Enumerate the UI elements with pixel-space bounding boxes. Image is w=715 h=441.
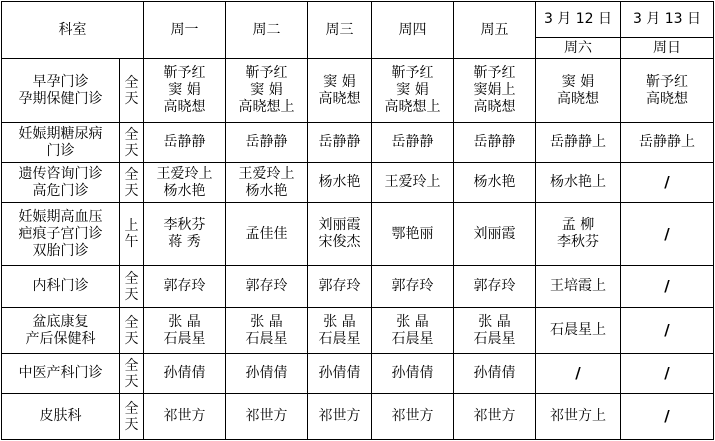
time-line: 全 xyxy=(124,400,139,417)
sat-label-header: 周六 xyxy=(536,38,621,59)
time-line: 全 xyxy=(124,314,139,331)
schedule-cell xyxy=(372,308,454,354)
schedule-cell xyxy=(621,308,714,354)
weekday-header-mon: 周一 xyxy=(144,2,226,59)
time-cell xyxy=(120,308,144,354)
doctor-name: 窦 娟 xyxy=(168,82,201,98)
doctor-name: 刘丽霞 xyxy=(473,225,516,242)
schedule-cell xyxy=(226,308,308,354)
table-row xyxy=(2,59,714,123)
dept-cell xyxy=(2,308,120,354)
time-line: 全 xyxy=(124,74,139,91)
schedule-cell xyxy=(454,394,536,440)
doctor-name: 祁世方上 xyxy=(550,408,606,424)
doctor-name: 石晨星 xyxy=(473,330,516,347)
schedule-cell xyxy=(144,203,226,266)
dept-line: 双胎门诊 xyxy=(32,242,89,259)
schedule-cell xyxy=(372,203,454,266)
time-cell xyxy=(120,163,144,203)
dept-header: 科室 xyxy=(2,2,144,59)
doctor-name: 张 晶 xyxy=(478,313,511,330)
schedule-cell xyxy=(226,203,308,266)
time-cell xyxy=(120,123,144,163)
doctor-name: 杨水艳 xyxy=(163,182,206,199)
schedule-cell xyxy=(454,354,536,394)
doctor-name: 孟佳佳 xyxy=(245,225,288,242)
doctor-name: 窦 娟 xyxy=(396,82,429,98)
doctor-name: 窦娟上 xyxy=(473,82,516,98)
doctor-name: 岳静静上 xyxy=(639,134,695,150)
doctor-name: 高晓想 xyxy=(163,99,206,115)
doctor-name: 岳静静上 xyxy=(550,134,606,150)
doctor-name: 窦 娟 xyxy=(250,82,283,98)
schedule-cell xyxy=(308,394,372,440)
time-line: 全 xyxy=(124,126,139,143)
doctor-name: / xyxy=(664,321,670,339)
schedule-cell xyxy=(372,123,454,163)
time-line: 天 xyxy=(124,182,139,199)
doctor-name: 李秋芬 xyxy=(163,217,206,233)
doctor-name: 郭存玲 xyxy=(318,278,361,294)
time-line: 天 xyxy=(124,90,139,107)
doctor-name: / xyxy=(575,364,581,382)
dept-line: 高危门诊 xyxy=(32,182,89,199)
dept-cell xyxy=(2,163,120,203)
doctor-name: 鄂艳丽 xyxy=(391,225,434,242)
schedule-cell xyxy=(621,394,714,440)
schedule-cell xyxy=(372,59,454,123)
schedule-cell xyxy=(308,59,372,123)
doctor-name: / xyxy=(664,407,670,425)
doctor-name: 王爱玲上 xyxy=(156,165,213,182)
clinic-schedule-table xyxy=(1,1,714,440)
doctor-name: 岳静静 xyxy=(473,134,516,150)
schedule-cell xyxy=(454,308,536,354)
doctor-name: 孙倩倩 xyxy=(391,365,434,381)
schedule-cell xyxy=(536,59,621,123)
table-row xyxy=(2,354,714,394)
schedule-cell xyxy=(621,163,714,203)
dept-cell xyxy=(2,354,120,394)
time-line: 全 xyxy=(124,166,139,183)
dept-line: 妊娠期糖尿病 xyxy=(18,125,103,142)
schedule-cell xyxy=(226,394,308,440)
schedule-cell xyxy=(144,266,226,308)
doctor-name: 石晨星 xyxy=(318,330,361,347)
doctor-name: 孙倩倩 xyxy=(473,365,516,381)
schedule-cell xyxy=(226,123,308,163)
schedule-cell xyxy=(144,394,226,440)
table-row xyxy=(2,266,714,308)
doctor-name: 王培霞上 xyxy=(550,278,606,294)
doctor-name: 郭存玲 xyxy=(163,278,206,294)
doctor-name: 孙倩倩 xyxy=(163,365,206,381)
schedule-cell xyxy=(454,266,536,308)
doctor-name: 窦 娟 xyxy=(323,73,356,90)
doctor-name: 石晨星上 xyxy=(550,322,606,338)
weekday-header-wed: 周三 xyxy=(308,2,372,59)
time-line: 上 xyxy=(124,218,139,234)
doctor-name: 高晓想 xyxy=(473,99,516,115)
doctor-name: 祁世方 xyxy=(391,408,434,424)
doctor-name: 岳静静 xyxy=(163,134,206,150)
doctor-name: 祁世方 xyxy=(245,408,288,424)
doctor-name: 郭存玲 xyxy=(391,278,434,294)
doctor-name: 石晨星 xyxy=(163,330,206,347)
table-row xyxy=(2,163,714,203)
time-cell xyxy=(120,266,144,308)
table-row xyxy=(2,123,714,163)
schedule-cell xyxy=(536,394,621,440)
dept-cell xyxy=(2,59,120,123)
time-line: 天 xyxy=(124,286,139,303)
schedule-cell xyxy=(621,123,714,163)
doctor-name: / xyxy=(664,277,670,295)
schedule-cell xyxy=(308,354,372,394)
dept-line: 盆底康复 xyxy=(32,313,89,330)
doctor-name: 张 晶 xyxy=(396,313,429,330)
doctor-name: 石晨星 xyxy=(391,330,434,347)
doctor-name: 高晓想 xyxy=(318,90,361,107)
time-cell xyxy=(120,354,144,394)
doctor-name: 杨水艳 xyxy=(318,174,361,190)
doctor-name: 祁世方 xyxy=(473,408,516,424)
doctor-name: 张 晶 xyxy=(323,313,356,330)
weekday-header-thu: 周四 xyxy=(372,2,454,59)
doctor-name: 高晓想 xyxy=(557,90,599,107)
doctor-name: 张 晶 xyxy=(168,313,201,330)
schedule-cell xyxy=(536,266,621,308)
sat-date-header: 3 月 12 日 xyxy=(536,2,621,38)
schedule-cell xyxy=(372,266,454,308)
dept-cell xyxy=(2,266,120,308)
schedule-cell xyxy=(372,394,454,440)
schedule-cell xyxy=(226,266,308,308)
doctor-name: 靳予红 xyxy=(245,65,288,81)
doctor-name: 靳予红 xyxy=(473,65,516,81)
weekday-header-tue: 周二 xyxy=(226,2,308,59)
schedule-cell xyxy=(226,354,308,394)
time-line: 全 xyxy=(124,357,139,374)
doctor-name: 杨水艳 xyxy=(245,182,288,199)
schedule-cell xyxy=(621,354,714,394)
dept-line: 早孕门诊 xyxy=(32,73,89,90)
doctor-name: 靳予红 xyxy=(646,73,688,90)
doctor-name: 蒋 秀 xyxy=(168,234,201,250)
time-line: 天 xyxy=(124,416,139,433)
schedule-cell xyxy=(226,163,308,203)
dept-line: 内科门诊 xyxy=(32,278,89,294)
dept-line: 皮肤科 xyxy=(39,408,82,424)
schedule-cell xyxy=(144,123,226,163)
time-line: 天 xyxy=(124,373,139,390)
doctor-name: 李秋芬 xyxy=(557,234,599,250)
dept-line: 孕期保健门诊 xyxy=(18,90,103,107)
doctor-name: 孙倩倩 xyxy=(245,365,288,381)
dept-line: 妊娠期高血压 xyxy=(18,208,103,225)
schedule-cell xyxy=(308,266,372,308)
table-row xyxy=(2,394,714,440)
doctor-name: 窦 娟 xyxy=(561,73,595,90)
schedule-cell xyxy=(308,123,372,163)
time-line: 天 xyxy=(124,142,139,159)
doctor-name: / xyxy=(664,224,670,243)
doctor-name: 靳予红 xyxy=(391,65,434,81)
header-row xyxy=(2,2,714,38)
time-line: 午 xyxy=(124,234,139,250)
schedule-cell xyxy=(372,354,454,394)
schedule-cell xyxy=(621,266,714,308)
dept-line: 遗传咨询门诊 xyxy=(18,165,103,182)
schedule-cell xyxy=(308,308,372,354)
schedule-cell xyxy=(536,308,621,354)
doctor-name: 高晓想上 xyxy=(238,99,295,115)
time-line: 全 xyxy=(124,270,139,287)
doctor-name: 石晨星 xyxy=(245,330,288,347)
schedule-cell xyxy=(454,59,536,123)
time-cell xyxy=(120,394,144,440)
time-cell xyxy=(120,203,144,266)
doctor-name: / xyxy=(664,173,670,191)
doctor-name: 郭存玲 xyxy=(245,278,288,294)
schedule-cell xyxy=(536,354,621,394)
schedule-cell xyxy=(372,163,454,203)
schedule-cell xyxy=(308,203,372,266)
dept-cell xyxy=(2,394,120,440)
doctor-name: 祁世方 xyxy=(318,408,361,424)
schedule-cell xyxy=(454,123,536,163)
schedule-cell xyxy=(144,59,226,123)
doctor-name: 靳予红 xyxy=(163,65,206,81)
dept-cell xyxy=(2,123,120,163)
doctor-name: 郭存玲 xyxy=(473,278,516,294)
schedule-cell xyxy=(621,203,714,266)
doctor-name: 张 晶 xyxy=(250,313,283,330)
doctor-name: 孙倩倩 xyxy=(318,365,361,381)
table-row xyxy=(2,203,714,266)
doctor-name: 杨水艳上 xyxy=(550,174,606,190)
schedule-cell xyxy=(226,59,308,123)
schedule-cell xyxy=(536,163,621,203)
dept-cell xyxy=(2,203,120,266)
schedule-cell xyxy=(144,163,226,203)
time-cell xyxy=(120,59,144,123)
weekday-header-fri: 周五 xyxy=(454,2,536,59)
doctor-name: 宋俊杰 xyxy=(318,234,361,250)
doctor-name: 岳静静 xyxy=(318,134,361,150)
schedule-cell xyxy=(144,308,226,354)
doctor-name: 孟 柳 xyxy=(561,217,595,233)
doctor-name: 杨水艳 xyxy=(473,174,516,190)
doctor-name: 高晓想上 xyxy=(384,99,441,115)
time-line: 天 xyxy=(124,330,139,347)
schedule-cell xyxy=(536,203,621,266)
doctor-name: 王爱玲上 xyxy=(238,165,295,182)
schedule-cell xyxy=(621,59,714,123)
schedule-cell xyxy=(144,354,226,394)
doctor-name: / xyxy=(664,364,670,382)
dept-line: 产后保健科 xyxy=(25,330,96,347)
schedule-cell xyxy=(454,163,536,203)
schedule-cell xyxy=(536,123,621,163)
doctor-name: 高晓想 xyxy=(646,90,688,107)
sun-date-header: 3 月 13 日 xyxy=(621,2,714,38)
dept-line: 疤痕子宫门诊 xyxy=(18,225,103,242)
doctor-name: 祁世方 xyxy=(163,408,206,424)
dept-line: 门诊 xyxy=(46,142,75,159)
doctor-name: 岳静静 xyxy=(391,134,434,150)
table-row xyxy=(2,308,714,354)
schedule-cell xyxy=(308,163,372,203)
schedule-cell xyxy=(454,203,536,266)
doctor-name: 岳静静 xyxy=(245,134,288,150)
sun-label-header: 周日 xyxy=(621,38,714,59)
doctor-name: 王爱玲上 xyxy=(384,174,441,190)
doctor-name: 刘丽霞 xyxy=(318,217,361,233)
dept-line: 中医产科门诊 xyxy=(18,365,103,381)
